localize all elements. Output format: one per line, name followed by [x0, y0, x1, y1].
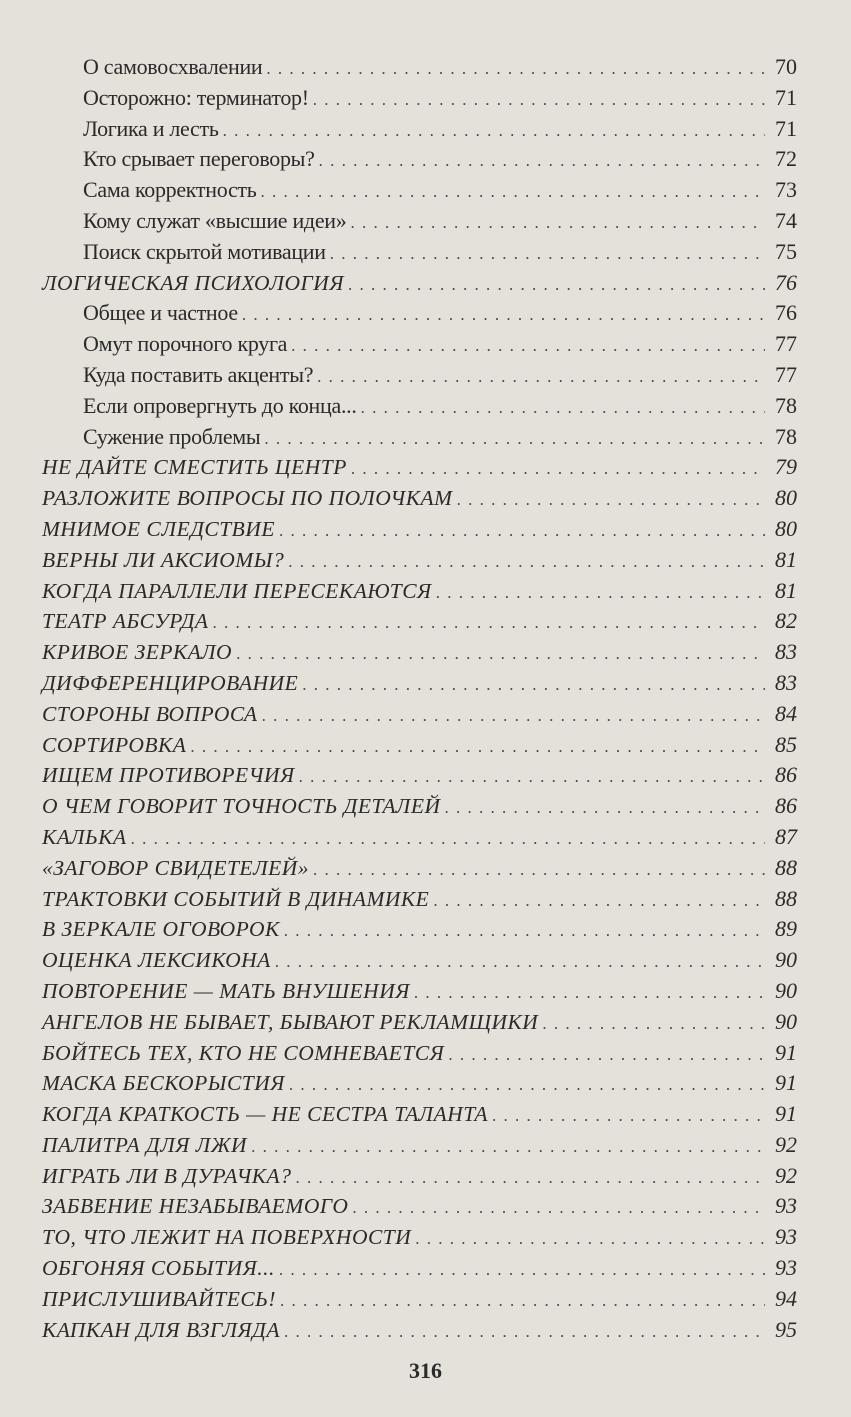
dot-leader [361, 393, 765, 424]
toc-entry-title: МНИМОЕ СЛЕДСТВИЕ [42, 516, 275, 541]
toc-entry-title: Поиск скрытой мотивации [83, 238, 326, 264]
toc-entry [42, 1130, 797, 1161]
dot-leader [289, 1070, 765, 1101]
toc-entry [42, 1222, 797, 1253]
toc-entry [42, 699, 797, 730]
toc-entry [42, 452, 797, 483]
dot-leader [414, 978, 765, 1009]
dot-leader [448, 1040, 765, 1071]
dot-leader [190, 732, 765, 763]
toc-entry-page: 80 [775, 485, 797, 511]
toc-entry-title: Если опровергнуть до конца... [83, 392, 357, 418]
toc-entry [42, 514, 797, 545]
dot-leader [319, 146, 765, 177]
toc-entry-title: КРИВОЕ ЗЕРКАЛО [42, 640, 233, 665]
toc-entry-page: 86 [775, 793, 797, 819]
toc-entry-page: 71 [775, 115, 797, 141]
toc-entry-page: 90 [775, 947, 797, 973]
dot-leader [279, 516, 765, 547]
toc-entry-title: ВЕРНЫ ЛИ АКСИОМЫ? [42, 547, 285, 572]
toc-entry-page: 91 [775, 1101, 797, 1127]
toc-entry-page: 91 [775, 1070, 797, 1096]
toc-entry [42, 1099, 797, 1130]
dot-leader [280, 1286, 765, 1317]
dot-leader [236, 639, 765, 670]
toc-entry [42, 83, 797, 114]
toc-entry-page: 74 [775, 207, 797, 233]
toc-entry [42, 1007, 797, 1038]
toc-entry [42, 298, 797, 329]
toc-entry [42, 1284, 797, 1315]
dot-leader [295, 1163, 765, 1194]
toc-entry [42, 1161, 797, 1192]
dot-leader [302, 670, 765, 701]
toc-entry-title: ОЦЕНКА ЛЕКСИКОНА [42, 948, 271, 973]
dot-leader [264, 424, 765, 455]
toc-entry-title: КАПКАН ДЛЯ ВЗГЛЯДА [42, 1317, 280, 1342]
toc-entry-title: КАЛЬКА [42, 824, 127, 849]
toc-entry-title: БОЙТЕСЬ ТЕХ, КТО НЕ СОМНЕВАЕТСЯ [42, 1040, 445, 1065]
dot-leader [457, 485, 765, 516]
toc-entry-page: 86 [775, 762, 797, 788]
toc-entry-page: 78 [775, 423, 797, 449]
toc-entry [42, 422, 797, 453]
toc-entry [42, 976, 797, 1007]
toc-entry-title: НЕ ДАЙТЕ СМЕСТИТЬ ЦЕНТР [42, 455, 347, 480]
toc-entry [42, 1068, 797, 1099]
toc-entry [42, 576, 797, 607]
toc-entry [42, 360, 797, 391]
toc-entry-title: КОГДА ПАРАЛЛЕЛИ ПЕРЕСЕКАЮТСЯ [42, 578, 432, 603]
toc-entry-page: 92 [775, 1162, 797, 1188]
toc-entry-title: «ЗАГОВОР СВИДЕТЕЛЕЙ» [42, 855, 310, 880]
dot-leader [351, 454, 765, 485]
toc-entry-title: ТРАКТОВКИ СОБЫТИЙ В ДИНАМИКЕ [42, 886, 430, 911]
toc-entry-title: Кому служат «высшие идеи» [83, 207, 347, 233]
dot-leader [275, 947, 765, 978]
toc-entry [42, 637, 797, 668]
dot-leader [288, 547, 765, 578]
toc-entry-page: 70 [775, 54, 797, 79]
toc-entry [42, 1191, 797, 1222]
toc-entry-title: Сама корректность [83, 177, 257, 203]
toc-entry-title: ДИФФЕРЕНЦИРОВАНИЕ [42, 670, 299, 695]
toc-entry-page: 93 [775, 1224, 797, 1250]
toc-entry-title: ИГРАТЬ ЛИ В ДУРАЧКА? [42, 1163, 292, 1188]
toc-entry-title: АНГЕЛОВ НЕ БЫВАЕТ, БЫВАЮТ РЕКЛАМЩИКИ [42, 1009, 539, 1034]
toc-entry-page: 84 [775, 700, 797, 726]
dot-leader [251, 1132, 765, 1163]
dot-leader [317, 362, 765, 393]
dot-leader [299, 762, 765, 793]
toc-entry [42, 391, 797, 422]
toc-entry [42, 329, 797, 360]
dot-leader [262, 701, 765, 732]
toc-entry-page: 76 [775, 269, 797, 295]
dot-leader [242, 300, 765, 331]
dot-leader [433, 886, 765, 917]
toc-entry-title: О ЧЕМ ГОВОРИТ ТОЧНОСТЬ ДЕТАЛЕЙ [42, 794, 441, 819]
toc-entry-page: 77 [775, 361, 797, 387]
dot-leader [348, 270, 765, 301]
toc-entry-page: 93 [775, 1193, 797, 1219]
toc-entry-page: 90 [775, 1008, 797, 1034]
toc-entry [42, 760, 797, 791]
dot-leader [284, 916, 765, 947]
toc-entry-page: 71 [775, 84, 797, 110]
toc-entry [42, 1038, 797, 1069]
toc-entry-title: КОГДА КРАТКОСТЬ — НЕ СЕСТРА ТАЛАНТА [42, 1102, 488, 1127]
toc-entry-title: Кто срывает переговоры? [83, 146, 315, 172]
toc-entry-page: 82 [775, 608, 797, 634]
toc-entry-page: 85 [775, 731, 797, 757]
toc-entry-title: РАЗЛОЖИТЕ ВОПРОСЫ ПО ПОЛОЧКАМ [42, 486, 453, 511]
toc-entry [42, 884, 797, 915]
toc-entry-title: МАСКА БЕСКОРЫСТИЯ [42, 1071, 285, 1096]
toc-entry-page: 88 [775, 885, 797, 911]
toc-entry [42, 822, 797, 853]
toc-entry [42, 1253, 797, 1284]
toc-entry-title: Общее и частное [83, 300, 238, 326]
dot-leader [313, 855, 765, 886]
toc-entry [42, 114, 797, 145]
toc-entry [42, 1315, 797, 1346]
toc-entry-page: 89 [775, 916, 797, 942]
toc-entry-title: Осторожно: терминатор! [83, 84, 309, 110]
toc-entry [42, 545, 797, 576]
toc-entry-page: 81 [775, 546, 797, 572]
dot-leader [492, 1101, 765, 1132]
toc-entry-title: О самовосхвалении [83, 54, 263, 79]
toc-entry-page: 72 [775, 146, 797, 172]
toc-entry [42, 268, 797, 299]
toc-entry-page: 83 [775, 669, 797, 695]
toc-entry-title: ПОВТОРЕНИЕ — МАТЬ ВНУШЕНИЯ [42, 978, 410, 1003]
toc-entry [42, 52, 797, 83]
toc-entry-page: 93 [775, 1255, 797, 1281]
toc-entry-page: 94 [775, 1285, 797, 1311]
toc-entry [42, 791, 797, 822]
toc-entry [42, 914, 797, 945]
dot-leader [131, 824, 765, 855]
dot-leader [260, 177, 765, 208]
dot-leader [444, 793, 765, 824]
toc-entry-title: ИЩЕМ ПРОТИВОРЕЧИЯ [42, 763, 295, 788]
dot-leader [223, 116, 765, 147]
toc-entry-page: 87 [775, 823, 797, 849]
toc-entry-title: СТОРОНЫ ВОПРОСА [42, 701, 258, 726]
dot-leader [542, 1009, 765, 1040]
toc-entry-title: ТЕАТР АБСУРДА [42, 609, 209, 634]
dot-leader [352, 1193, 765, 1224]
toc-entry [42, 606, 797, 637]
page-number: 316 [409, 1358, 442, 1383]
dot-leader [313, 85, 765, 116]
toc-entry-page: 73 [775, 177, 797, 203]
toc-entry-title: ТО, ЧТО ЛЕЖИТ НА ПОВЕРХНОСТИ [42, 1225, 412, 1250]
dot-leader [291, 331, 765, 362]
toc-entry-title: Сужение проблемы [83, 423, 261, 449]
dot-leader [213, 608, 765, 639]
toc-entry-page: 77 [775, 331, 797, 357]
dot-leader [279, 1255, 765, 1286]
toc-entry-title: В ЗЕРКАЛЕ ОГОВОРОК [42, 917, 280, 942]
toc-entry [42, 730, 797, 761]
toc-entry-page: 79 [775, 454, 797, 480]
toc-entry [42, 237, 797, 268]
dot-leader [350, 208, 765, 239]
dot-leader [266, 54, 765, 85]
dot-leader [284, 1317, 765, 1348]
table-of-contents [42, 52, 797, 1345]
toc-entry-page: 81 [775, 577, 797, 603]
toc-entry-title: ЗАБВЕНИЕ НЕЗАБЫВАЕМОГО [42, 1194, 349, 1219]
toc-entry-title: ПАЛИТРА ДЛЯ ЛЖИ [42, 1132, 248, 1157]
toc-entry-page: 88 [775, 854, 797, 880]
toc-entry-title: Логика и лесть [83, 115, 219, 141]
toc-entry-page: 95 [775, 1316, 797, 1342]
toc-entry-page: 91 [775, 1039, 797, 1065]
toc-entry [42, 853, 797, 884]
toc-entry [42, 945, 797, 976]
dot-leader [415, 1224, 765, 1255]
toc-entry-page: 76 [775, 300, 797, 326]
toc-entry [42, 668, 797, 699]
toc-entry-title: Омут порочного круга [83, 331, 288, 357]
toc-entry [42, 144, 797, 175]
toc-entry-title: Куда поставить акценты? [83, 361, 314, 387]
toc-entry-page: 90 [775, 977, 797, 1003]
toc-entry-page: 83 [775, 639, 797, 665]
dot-leader [330, 239, 765, 270]
toc-entry-title: СОРТИРОВКА [42, 732, 187, 757]
toc-entry-page: 75 [775, 238, 797, 264]
toc-entry-page: 80 [775, 515, 797, 541]
toc-entry [42, 483, 797, 514]
dot-leader [436, 578, 765, 609]
toc-entry-title: ПРИСЛУШИВАЙТЕСЬ! [42, 1286, 277, 1311]
toc-entry [42, 206, 797, 237]
toc-entry-title: ЛОГИЧЕСКАЯ ПСИХОЛОГИЯ [42, 270, 344, 295]
toc-entry [42, 175, 797, 206]
toc-entry-title: ОБГОНЯЯ СОБЫТИЯ... [42, 1256, 275, 1281]
toc-entry-page: 92 [775, 1131, 797, 1157]
toc-entry-page: 78 [775, 392, 797, 418]
